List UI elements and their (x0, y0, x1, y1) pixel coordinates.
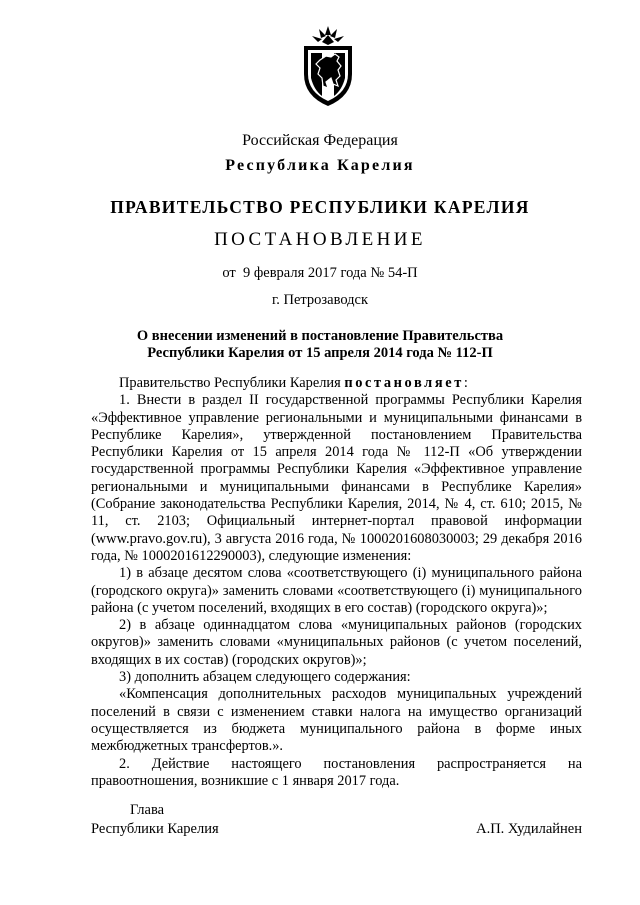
intro-suffix: : (463, 375, 468, 391)
signature-org: Республики Карелия (91, 821, 219, 837)
date-line: от 9 февраля 2017 года № 54-П (222, 265, 418, 281)
government-title: ПРАВИТЕЛЬСТВО РЕСПУБЛИКИ КАРЕЛИЯ (110, 197, 530, 217)
paragraph-1-item-2: 2) в абзаце одиннадцатом слова «муниципальных районов (городских округов)» заменить словами «муниципальных районов (с учетом поселений, входящих в их состав) (городских округов)»; (91, 617, 582, 668)
quoted-addition: «Компенсация дополнительных расходов муниципальных учреждений поселений в связи с изменением ставки налога на имущество организаций осуществляется из бюджета муниципального района в форме иных межбюджетных трансфертов.». (91, 686, 582, 755)
document-subject (0, 328, 640, 362)
intro-paragraph (91, 375, 582, 392)
paragraph-1-item-1: 1) в абзаце десятом слова «соответствующего (і) муниципального района (городского округа)» заменить словами «соответствующего (і) муниципального района (с учетом поселений, входящих в его состав) (городского округа)»; (91, 565, 582, 616)
intro-resolves: постановляет (344, 375, 464, 391)
subject-line-1: О внесении изменений в постановление Правительства (136, 328, 504, 344)
document-body (91, 375, 582, 790)
subject-line-2: Республики Карелия от 15 апреля 2014 года № 112-П (147, 345, 493, 361)
paragraph-2: 2. Действие настоящего постановления распространяется на правоотношения, возникшие с 1 января 2017 года. (91, 755, 582, 789)
republic-name: Республика Карелия (225, 157, 415, 174)
karelia-coat-of-arms-icon (298, 26, 358, 108)
paragraph-1: 1. Внести в раздел II государственной программы Республики Карелия «Эффективное управление региональными и муниципальными финансами в Республике Карелия», утвержденной постановлением Правительства Республики Карелия от 15 апреля 2014 года № 112-П «Об утверждении государственной программы Республики Карелия «Эффективное управление региональными и муниципальными финансами в Республике Карелия» (Собрание законодательства Республики Карелия, 2014, № 4, ст. 610; 2015, № 11, ст. 2103; Официальный интернет-портал правовой информации (www.pravo.gov.ru), 3 августа 2016 года, № 1000201608030003; 29 декабря 2016 года, № 1000201612290003), следующие изменения: (91, 392, 582, 564)
signature-title: Глава (130, 802, 165, 818)
paragraph-1-item-3: 3) дополнить абзацем следующего содержания: (119, 669, 411, 686)
city-name: г. Петрозаводск (271, 292, 369, 308)
signature-name: А.П. Худилайнен (476, 821, 582, 837)
document-type: ПОСТАНОВЛЕНИЕ (214, 229, 426, 250)
intro-prefix: Правительство Республики Карелия (119, 375, 345, 391)
country-name: Российская Федерация (242, 132, 398, 149)
